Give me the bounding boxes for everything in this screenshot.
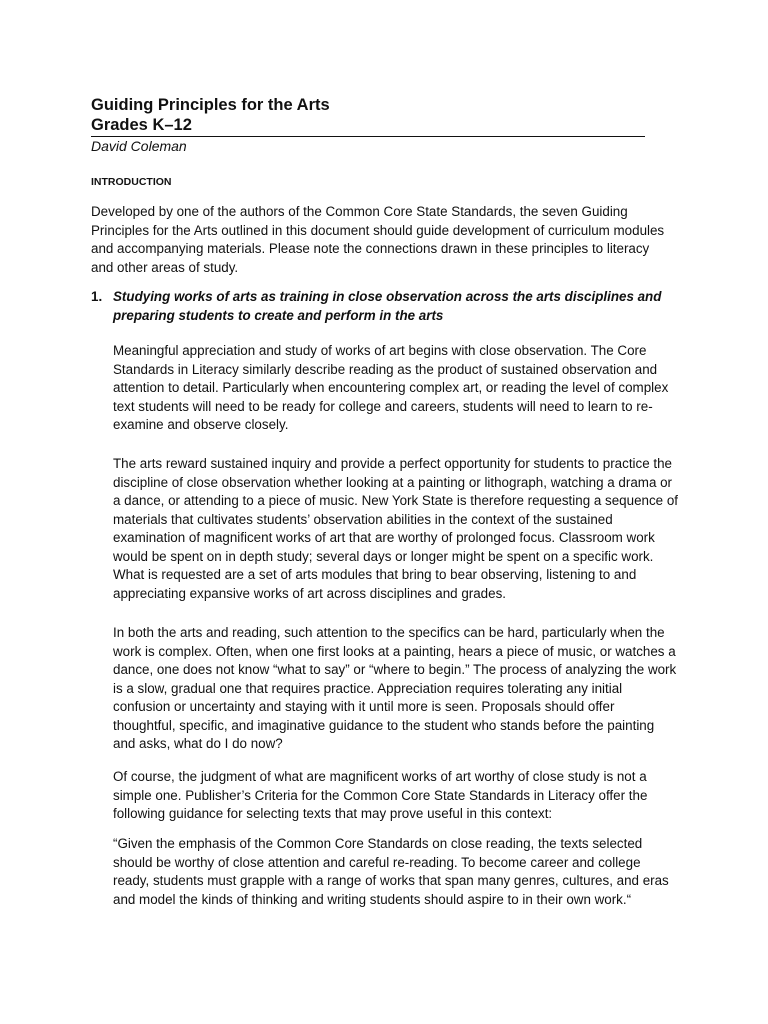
intro-paragraph: Developed by one of the authors of the Common Core State Standards, the seven Guiding Principles for the Arts outlined in this document should guide development of curriculum modules and accompanying materials. Please note the connections drawn in these principles to literacy and other areas of study. xyxy=(91,204,665,275)
title-line-2: Grades K–12 xyxy=(91,116,192,134)
principle-paragraph-2: The arts reward sustained inquiry and provide a perfect opportunity for students to practice the discipline of close observation whether looking at a painting or lithograph, watching a drama or a dance, or attending to a piece of music. New York State is therefore requesting a sequence of materials that cultivates students’ observation abilities in the context of the sustained examination of magnificent works of art that are worthy of prolonged focus. Classroom work would be spent on in depth study; several days or longer might be spent on a specific work. What is requested are a set of arts modules that bring to bear observing, listening to and appreciating expansive works of art across disciplines and grades. xyxy=(113,456,678,601)
quotation-paragraph: “Given the emphasis of the Common Core Standards on close reading, the texts selected should be worthy of close attention and careful re-reading. To become career and college ready, students must grapple with a range of works that span many genres, cultures, and eras and model the kinds of thinking and writing students should aspire to in their own work.“ xyxy=(113,836,669,907)
principle-paragraph-4: Of course, the judgment of what are magnificent works of art worthy of close study is not a simple one. Publisher’s Criteria for the Common Core State Standards in Literacy offer the following guidance for selecting texts that may prove useful in this context: xyxy=(113,769,648,821)
principle-number: 1. xyxy=(91,289,103,304)
section-heading-introduction: INTRODUCTION xyxy=(91,176,172,188)
principle-paragraph-3: In both the arts and reading, such attention to the specifics can be hard, particularly when the work is complex. Often, when one first looks at a painting, hears a piece of music, or watches a dance, one does not know “what to say” or “where to begin.” The process of analyzing the work is a slow, gradual one that requires practice. Appreciation requires tolerating any initial confusion or uncertainty and staying with it until more is seen. Proposals should offer thoughtful, specific, and imaginative guidance to the student who stands before the painting and asks, what do I do now? xyxy=(113,625,677,751)
author-name: David Coleman xyxy=(91,138,187,154)
principle-heading: Studying works of arts as training in close observation across the arts disciplines and preparing students to create and perform in the arts xyxy=(113,289,662,323)
document-title xyxy=(91,95,330,135)
title-line-1: Guiding Principles for the Arts xyxy=(91,96,330,114)
principle-paragraph-1: Meaningful appreciation and study of works of art begins with close observation. The Core Standards in Literacy similarly describe reading as the product of sustained observation and attention to detail. Particularly when encountering complex art, or reading the level of complex text students will need to be ready for college and careers, students will need to learn to re-examine and observe closely. xyxy=(113,343,669,432)
